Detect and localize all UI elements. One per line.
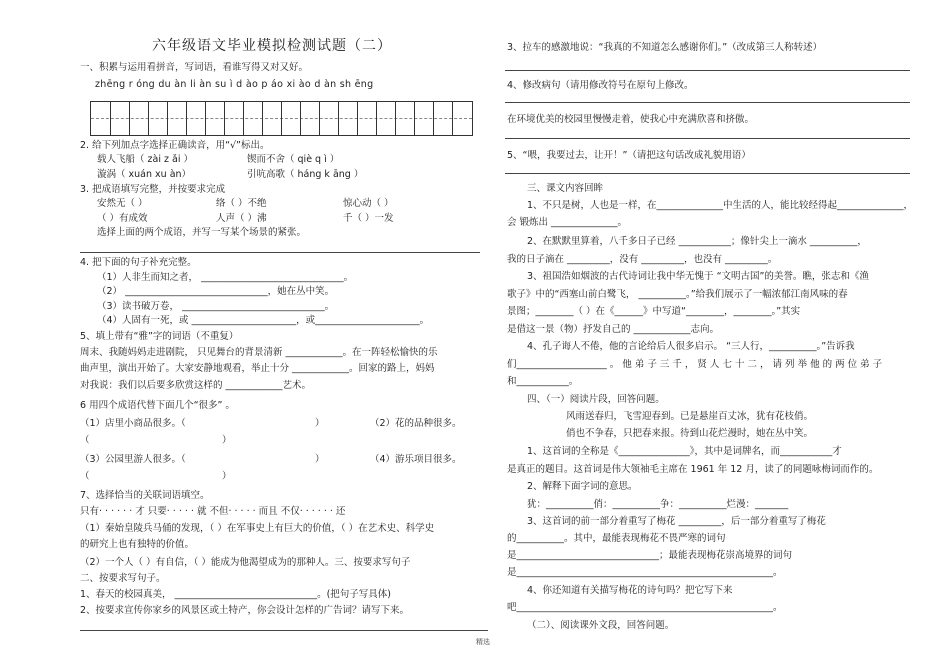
page-footer: 精选 [476,638,490,646]
c3-line[interactable]: 歌子》中的“西塞山前白鹭飞， __________。”给我们展示了一幅浓郁江南风味的春 [507,289,848,300]
q2-option[interactable]: 载人飞船（ zài z ǎi ） [97,154,193,165]
q6-item[interactable]: （3）公园里游人很多。（ [80,454,186,465]
q7-sentence: 的研究上也有独特的价值。 [80,539,195,550]
p3-line[interactable]: 是______________________________；最能表现梅花崇高境界的词句 [507,550,793,561]
q4-line[interactable]: （3）读书破万卷， ______________________________。 [97,301,335,312]
r-question-4: 4、修改病句（请用修改符号在原句上修改。 [507,80,694,91]
section-five-heading: （二）、阅读课外文段，回答问题。 [527,620,675,631]
question-6: 6 用四个成语代替下面几个“很多” 。 [80,400,235,411]
q6-paren: （ [80,471,90,482]
question-4: 4. 把下面的句子补充完整。 [80,257,197,268]
answer-line[interactable] [80,630,488,631]
section-three-heading: 三、课文内容回眸 [527,183,604,194]
q7-sentence[interactable]: （1）秦始皇陵兵马俑的发现，（ ）在军事史上有巨大的价值，（ ）在艺术史、科学史 [80,523,435,534]
section-two-heading: 二、按要求写句子。 [80,573,166,584]
answer-line[interactable] [505,173,910,174]
answer-line[interactable] [505,102,910,103]
c4-line[interactable]: 和___________。 [507,376,579,387]
c1-line[interactable]: 会 锻炼出 ______________。 [507,217,628,228]
q6-item[interactable]: （4）游乐项目很多。 [370,454,462,465]
c3-line[interactable]: 景图；________（ ）在《______》中写道“________，________。”其实 [507,306,801,317]
poem-line: 风雨送春归，飞雪迎春到。已是悬崖百丈冰，犹有花枝俏。 [566,411,814,422]
pinyin-row: zhēng r óng du àn li àn su ì d ào p áo xi ào d àn sh ēng [95,79,374,90]
q6-paren: ） [222,471,232,482]
answer-line[interactable] [505,138,910,139]
p3-line[interactable]: 是______________________________________________________。 [507,567,783,578]
page-title: 六年级语文毕业模拟检测试题（二） [152,38,392,54]
q6-item[interactable]: （2）花的品种很多。 [370,418,462,429]
section-one-heading: 一、积累与运用看拼音，写词语，看谁写得又对又好。 [80,62,309,73]
question-3: 3. 把成语填写完整，并按要求完成 [80,184,226,195]
idiom-blank[interactable]: 千（ ）一发 [343,213,394,224]
r-question-3: 3、拉车的感激地说：“我真的不知道怎么感谢你们。”（改成第三人称转述） [507,42,823,53]
c2-line[interactable]: 2、在默默里算着，八千多日子已经 ___________；像针尖上一滴水 __________， [527,236,867,247]
idiom-blank[interactable]: 人声（ ）沸 [216,213,267,224]
s2-q2: 2、按要求宣传你家乡的风景区或土特产，你会设计怎样的广告词？请写下来。 [80,605,410,616]
poem-line: 俏也不争春，只把春来报。待到山花烂漫时，她在丛中笑。 [566,428,814,439]
c4-line[interactable]: 们___________________ 。 他 弟 子 三 千 ， 贤 人 七 十 二 ， 请 列 举 他 的 两 位 弟 子 [507,359,883,370]
r4-sentence[interactable]: 在环境优美的校园里慢慢走着，使我心中充满欣喜和挤傲。 [507,114,755,125]
q6-paren: ） [315,454,325,465]
idiom-blank[interactable]: （ ）有成效 [97,213,148,224]
p4-line: 4、你还知道有关描写梅花的诗句吗？把它写下来 [527,585,733,596]
q6-paren: ） [315,418,325,429]
idiom-blank[interactable]: 惊心动（ ） [343,198,394,209]
q6-paren: ） [222,435,232,446]
idiom-blank[interactable]: 安然无（ ） [97,198,148,209]
c1-line[interactable]: 1、不只是树，人也是一样，在______________中生活的人，能比较经得起______________， [527,200,914,211]
answer-line[interactable] [80,252,480,253]
q5-text[interactable]: 对我说：我们以后要多欣赏这样的 ____________艺术。 [80,380,312,391]
p2-heading: 2、解释下面字词的意思。 [527,481,638,492]
p4-line[interactable]: 吧______________________________________________________。 [507,602,783,613]
q5-text[interactable]: 曲声里，演出开始了。大家安静地观看，举止十分 ____________。回家的路上，妈妈 [80,363,435,374]
character-writing-grid[interactable] [90,101,473,136]
q2-option[interactable]: 漩涡（ xuán xu àn） [97,169,192,180]
p3-line[interactable]: 3、这首词的前一部分着重写了梅花 _________，后一部分着重写了梅花 [527,516,826,527]
q2-option[interactable]: 锲而不舍（ qiè q ì ） [247,154,340,165]
q3-instruction: 选择上面的两个成语，并写一写某个场景的紧张。 [97,227,307,238]
c3-line[interactable]: 3、祖国浩如烟波的古代诗词让我中华无愧于 “文明古国”的美誉。瞧，张志和《渔 [527,271,869,282]
q7-word-bank: 只有· · · · · · 才 只要· · · · · 就 不但· · · · · 而且 不仅· · · · · · 还 [80,506,346,517]
c3-line[interactable]: 是借这一景（物）抒发自己的 ____________志向。 [507,324,720,335]
question-5: 5、填上带有“雅”字的词语（不重复） [80,331,239,342]
question-2: 2. 给下列加点字选择正确读音，用“√”标出。 [80,140,270,151]
q6-item[interactable]: （1）店里小商品很多。（ [80,418,186,429]
p1-line[interactable]: 1、这首词的全称是《_______________》，其中是词牌名，而___________才 [527,446,842,457]
q6-paren: （ [80,435,90,446]
q7-sentence[interactable]: （2）一个人（ ）有自信，（ ）能成为他渴望成为的那种人。三、按要求写句子 [80,557,411,568]
question-7: 7、选择恰当的关联词语填空。 [80,490,210,501]
q4-line[interactable]: （2） ______________________________，她在丛中笑。 [97,286,335,297]
c4-line[interactable]: 4、孔子诲人不倦，他的言论给后人很多启示。 “三人行，__________。”告诉我 [527,341,855,352]
q2-option[interactable]: 引吭高歌（ háng k āng ） [247,169,364,180]
s2-q1[interactable]: 1、春天的校园真美， ______________________________。(把句子写具体) [80,589,391,600]
p3-line[interactable]: 的__________。其中，最能表现梅花不畏严寒的词句 [507,533,726,544]
r-question-5: 5、“喂，我要过去，让开！”（请把这句话改成礼貌用语） [507,150,751,161]
p1-line: 是真正的题目。这首词是伟大领袖毛主席在 1961 年 12 月，读了的同题咏梅词而作的。 [507,464,879,475]
q4-line[interactable]: （1）人非生而知之者， ______________________________。 [97,272,354,283]
p2-words[interactable]: 犹：__________俏：__________争：__________烂漫：_______ [527,499,789,510]
answer-line[interactable] [505,70,910,71]
section-four-heading: 四、（一）阅读片段，回答问题。 [527,394,665,405]
q4-line[interactable]: （4）人固有一死，或 ______________________，或______________________。 [97,315,430,326]
q5-text[interactable]: 周末、我随妈妈走进剧院， 只见舞台的背景清新 ____________。在一阵轻松愉快的乐 [80,347,438,358]
c2-line[interactable]: 我的日子滴在 _________，没有 _________，也没有 _________。 [507,254,778,265]
idiom-blank[interactable]: 络（ ）不绝 [216,198,267,209]
